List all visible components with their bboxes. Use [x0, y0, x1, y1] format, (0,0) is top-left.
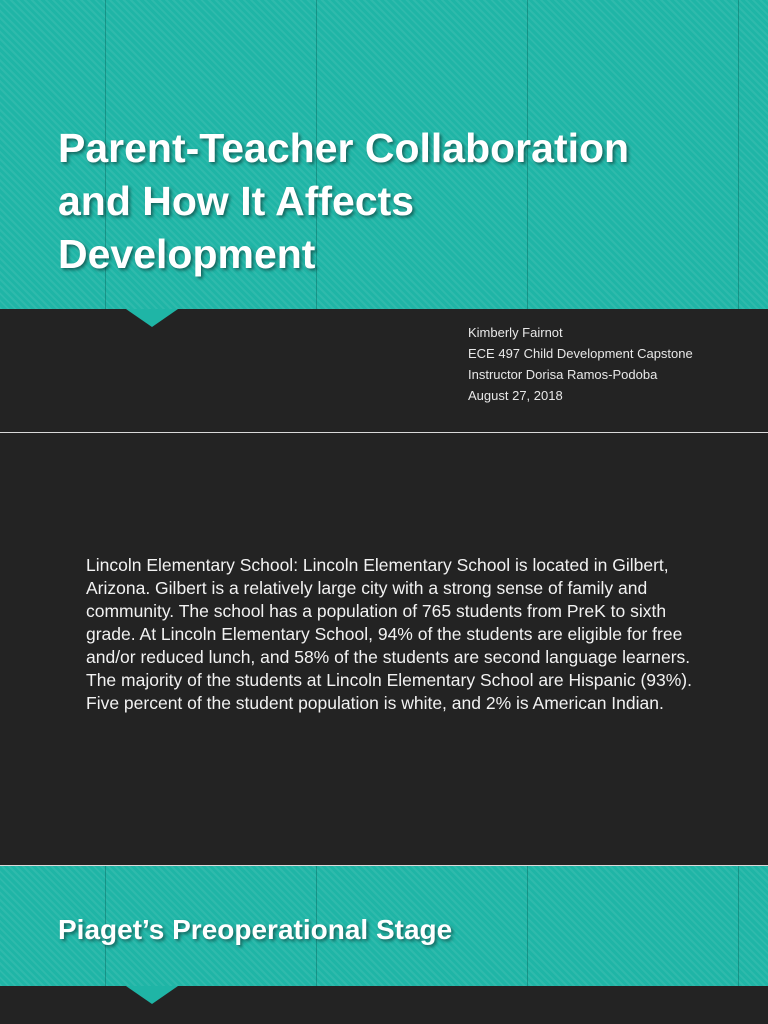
section-slide-footer	[0, 986, 768, 1024]
title-line: and How It Affects	[58, 178, 415, 224]
presentation-date: August 27, 2018	[468, 388, 563, 403]
title-line: Development	[58, 231, 316, 277]
author-name: Kimberly Fairnot	[468, 325, 563, 340]
course-name: ECE 497 Child Development Capstone	[468, 346, 693, 361]
pointer-notch	[126, 986, 178, 1004]
slide-title	[58, 122, 738, 281]
title-line: Parent-Teacher Collaboration	[58, 125, 630, 171]
pointer-notch	[126, 309, 178, 327]
slide-subtitle-block	[468, 322, 693, 406]
section-title: Piaget’s Preoperational Stage	[58, 914, 453, 945]
slide-body-text: Lincoln Elementary School: Lincoln Elementary School is located in Gilbert, Arizona. Gilbert is a relatively large city with a strong sense of family and community. The school has a population of 765 students from PreK to sixth grade. At Lincoln Elementary School, 94% of the students are eligible for free and/or reduced lunch, and 58% of the students are second language learners. The majority of the students at Lincoln Elementary School are Hispanic (93%). Five percent of the student population is white, and 2% is American Indian.	[86, 555, 692, 713]
instructor-name: Instructor Dorisa Ramos-Podoba	[468, 367, 658, 382]
